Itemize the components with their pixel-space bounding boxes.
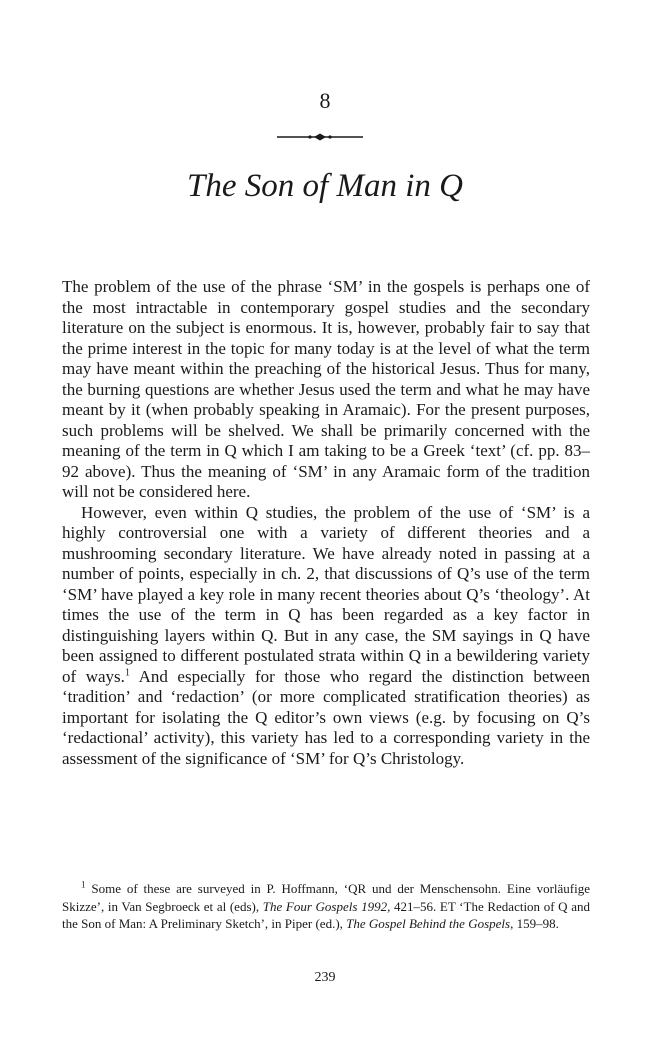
paragraph-2-part-2: And especially for those who regard the distinction between ‘tradition’ and ‘redaction’ (or more complicated stratification theories) as important for isolating the Q editor’s own views (e.g. by focusing on Q’s ‘redactional’ activity), this variety has led to a corresponding variety in the assessment of the significance of ‘SM’ for Q’s Christology. — [62, 666, 590, 768]
chapter-title: The Son of Man in Q — [187, 168, 463, 204]
footnote-text-1: Some of these are surveyed in P. Hoffmann, ‘QR und der Menschensohn. Eine vorläufige Skizze’, in Van Segbroeck et al (eds), — [62, 881, 590, 914]
ornament-divider-icon — [277, 133, 363, 141]
chapter-number: 8 — [319, 88, 331, 113]
paragraph-2 — [62, 503, 590, 770]
footnote-text-2: , 421–56. ET ‘The Redaction of Q and the Son of Man: A Preliminary Sketch’, in Piper (ed.), — [62, 898, 590, 931]
footnote-mark: 1 — [81, 879, 86, 890]
footnote-text-3: , 159–98. — [510, 916, 559, 931]
paragraph-2-part-1: However, even within Q studies, the problem of the use of ‘SM’ is a highly controversial one with a variety of different theories and a mushrooming secondary literature. We have already noted in passing at a number of points, especially in ch. 2, that discussions of Q’s use of the term ‘SM’ have played a key role in many recent theories about Q’s ‘theology’. At times the use of the term in Q has been regarded as a key factor in distinguishing layers within Q. But in any case, the SM sayings in Q have been assigned to different postulated strata within Q in a bewildering variety of ways. — [62, 502, 590, 686]
body-text — [62, 277, 590, 769]
footnote-title-1: The Four Gospels 1992 — [262, 898, 388, 914]
page-number: 239 — [314, 970, 336, 985]
footnote — [62, 880, 590, 933]
footnote-reference[interactable]: 1 — [124, 666, 130, 678]
footnote-title-2: The Gospel Behind the Gospels — [346, 916, 511, 931]
paragraph-1: The problem of the use of the phrase ‘SM’ in the gospels is perhaps one of the most intractable in contemporary gospel studies and the secondary literature on the subject is enormous. It is, however, probably fair to say that the prime interest in the topic for many today is at the level of what the term may have meant within the preaching of the historical Jesus. Thus for many, the burning questions are whether Jesus used the term and what he may have meant by it (when probably speaking in Aramaic). For the present purposes, such problems will be shelved. We shall be primarily concerned with the meaning of the term in Q which I am taking to be a Greek ‘text’ (cf. pp. 83–92 above). Thus the meaning of ‘SM’ in any Aramaic form of the tradition will not be considered here. — [62, 277, 590, 501]
